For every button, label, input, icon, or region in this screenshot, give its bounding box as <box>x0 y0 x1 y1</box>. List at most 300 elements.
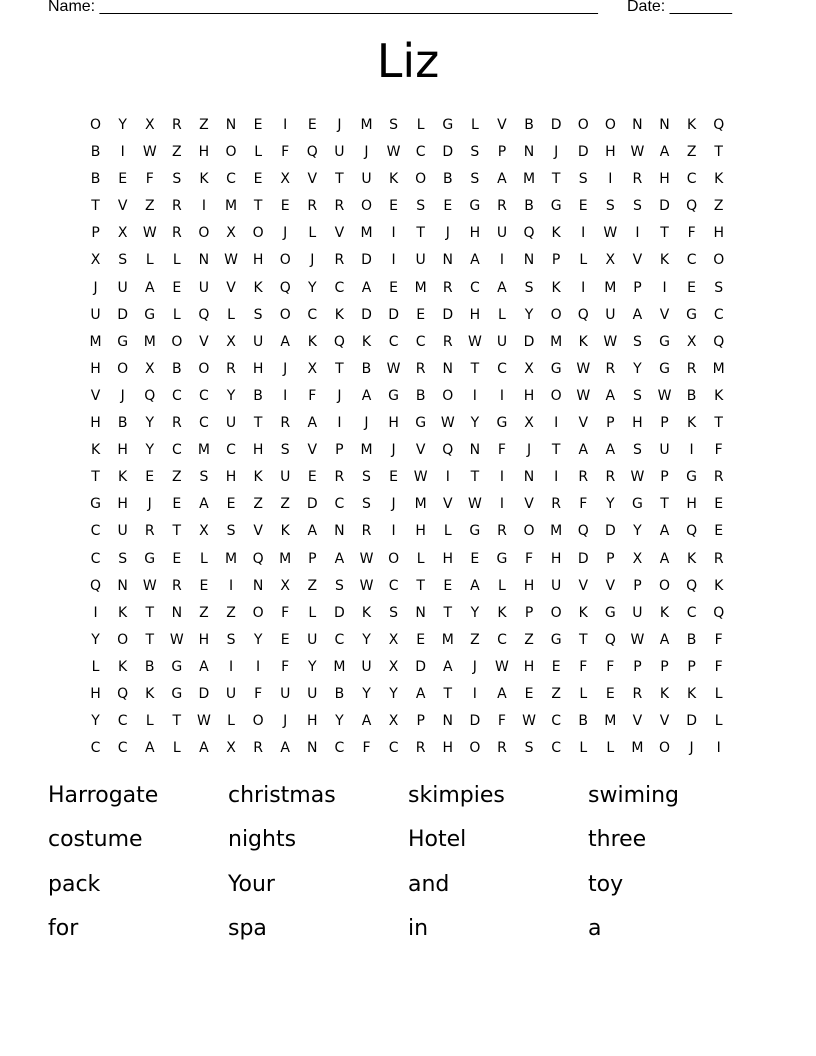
grid-letter: I <box>554 415 559 432</box>
grid-letter: P <box>633 279 642 296</box>
grid-letter: G <box>686 469 698 486</box>
grid-letter: X <box>144 360 155 377</box>
grid-letter: I <box>93 604 98 621</box>
grid-letter: I <box>499 496 505 513</box>
grid-letter: K <box>659 604 670 621</box>
grid-letter: E <box>172 550 182 567</box>
grid-letter: Z <box>280 496 290 513</box>
grid-letter: Z <box>551 685 561 702</box>
grid-letter: F <box>362 740 371 757</box>
grid-letter: G <box>659 360 670 377</box>
word-list-item: skimpies <box>408 783 505 808</box>
grid-letter: K <box>307 333 317 350</box>
grid-letter: K <box>714 577 724 594</box>
grid-letter: Q <box>686 577 698 594</box>
grid-letter: R <box>415 360 426 377</box>
word-list <box>48 780 768 957</box>
grid-letter: L <box>172 252 181 269</box>
grid-letter: S <box>172 171 182 188</box>
grid-letter: G <box>631 496 643 513</box>
grid-letter: I <box>581 279 586 296</box>
grid-letter: L <box>227 713 235 730</box>
grid-letter: A <box>659 631 670 648</box>
word-list-item: swiming <box>588 783 680 808</box>
grid-letter: X <box>388 631 399 648</box>
grid-letter: A <box>361 279 372 296</box>
grid-letter: A <box>415 685 426 702</box>
grid-letter: P <box>524 604 534 621</box>
grid-letter: F <box>254 685 263 702</box>
grid-letter: H <box>442 550 454 567</box>
grid-letter: F <box>497 442 506 459</box>
grid-letter: W <box>386 360 401 377</box>
grid-letter: Y <box>253 631 263 648</box>
grid-row <box>82 437 732 464</box>
grid-letter: V <box>307 442 318 459</box>
grid-letter: J <box>120 387 125 404</box>
grid-letter: B <box>524 198 534 215</box>
grid-letter: W <box>522 713 536 730</box>
grid-letter: L <box>308 604 317 621</box>
grid-letter: T <box>470 360 480 377</box>
grid-letter: S <box>578 171 588 188</box>
grid-letter: E <box>172 279 182 296</box>
grid-letter: D <box>659 198 670 215</box>
grid-letter: Y <box>118 117 127 133</box>
grid-letter: V <box>117 198 128 215</box>
grid-letter: A <box>632 306 643 323</box>
grid-letter: A <box>659 550 670 567</box>
grid-letter: A <box>144 279 155 296</box>
grid-letter: C <box>551 740 562 757</box>
grid-letter: E <box>389 279 398 296</box>
grid-letter: S <box>118 550 128 567</box>
grid-letter: V <box>578 577 589 594</box>
grid-letter: H <box>117 442 128 459</box>
grid-letter: O <box>550 604 562 621</box>
grid-letter: T <box>172 713 182 730</box>
grid-row <box>82 681 732 708</box>
grid-letter: J <box>147 496 152 513</box>
grid-letter: D <box>442 306 454 323</box>
grid-letter: M <box>360 225 373 242</box>
grid-letter: Y <box>633 360 642 377</box>
grid-letter: M <box>550 523 563 540</box>
grid-letter: G <box>550 631 562 648</box>
grid-letter: K <box>90 442 101 459</box>
grid-letter: T <box>335 171 344 188</box>
grid-letter: B <box>172 360 182 377</box>
grid-letter: W <box>224 252 238 269</box>
grid-letter: K <box>361 604 372 621</box>
grid-letter: L <box>416 117 425 133</box>
grid-letter: V <box>659 306 670 323</box>
grid-letter: F <box>281 604 290 621</box>
grid-letter: Y <box>335 713 344 730</box>
grid-letter: U <box>361 171 372 188</box>
grid-letter: P <box>633 658 642 675</box>
grid-letter: O <box>279 306 291 323</box>
grid-letter: L <box>498 306 506 323</box>
grid-letter: G <box>117 333 129 350</box>
grid-letter: P <box>551 252 561 269</box>
grid-letter: C <box>388 740 399 757</box>
grid-letter: U <box>496 225 508 242</box>
grid-letter: H <box>523 387 535 404</box>
grid-letter: H <box>523 658 535 675</box>
grid-letter: F <box>606 658 615 675</box>
grid-letter: H <box>90 415 101 432</box>
grid-letter: Z <box>524 631 534 648</box>
grid-letter: J <box>283 360 288 377</box>
grid-letter: W <box>657 387 672 404</box>
grid-letter: G <box>144 550 156 567</box>
grid-letter: X <box>226 740 236 757</box>
grid-letter: H <box>713 225 724 242</box>
grid-letter: C <box>226 442 236 459</box>
grid-letter: S <box>389 117 399 133</box>
grid-letter: K <box>659 252 670 269</box>
grid-letter: X <box>686 333 697 350</box>
grid-letter: A <box>199 740 209 757</box>
grid-letter: C <box>415 144 426 161</box>
grid-letter: E <box>199 577 209 594</box>
grid-letter: H <box>388 415 399 432</box>
grid-letter: O <box>388 550 400 567</box>
grid-letter: Q <box>523 225 535 242</box>
grid-letter: R <box>632 171 643 188</box>
grid-row <box>82 356 732 383</box>
grid-letter: X <box>280 171 290 188</box>
grid-letter: H <box>550 550 562 567</box>
grid-letter: C <box>171 387 182 404</box>
grid-letter: D <box>442 144 454 161</box>
word-list-item: Harrogate <box>48 783 159 808</box>
grid-letter: D <box>415 658 427 675</box>
grid-letter: F <box>281 144 290 161</box>
grid-letter: I <box>662 279 667 296</box>
grid-letter: I <box>499 252 505 269</box>
grid-letter: X <box>307 360 318 377</box>
grid-row <box>82 573 732 600</box>
grid-letter: O <box>523 523 535 540</box>
grid-letter: H <box>442 740 454 757</box>
grid-letter: Q <box>604 631 616 648</box>
grid-letter: W <box>467 496 482 513</box>
grid-letter: X <box>280 577 290 594</box>
grid-letter: D <box>577 144 589 161</box>
grid-letter: T <box>551 171 561 188</box>
grid-letter: E <box>443 198 453 215</box>
grid-letter: L <box>714 685 723 702</box>
grid-letter: O <box>577 117 589 133</box>
grid-letter: U <box>198 279 210 296</box>
grid-letter: R <box>307 198 318 215</box>
grid-row <box>82 410 732 437</box>
grid-letter: V <box>415 442 426 459</box>
grid-letter: L <box>470 117 479 133</box>
grid-letter: W <box>603 225 618 242</box>
grid-letter: I <box>391 523 396 540</box>
grid-letter: J <box>337 387 342 404</box>
grid-letter: T <box>416 225 425 242</box>
grid-letter: C <box>415 333 426 350</box>
grid-letter: Z <box>199 604 209 621</box>
grid-letter: K <box>361 333 372 350</box>
grid-letter: Z <box>470 631 480 648</box>
grid-letter: A <box>605 387 616 404</box>
grid-letter: L <box>579 685 588 702</box>
word-list-item: a <box>588 915 602 941</box>
grid-letter: C <box>117 713 128 730</box>
grid-letter: W <box>440 415 455 432</box>
grid-letter: A <box>334 550 345 567</box>
grid-letter: C <box>334 279 345 296</box>
grid-letter: H <box>252 360 264 377</box>
grid-letter: K <box>280 523 290 540</box>
word-list-item: christmas <box>228 783 336 808</box>
grid-letter: A <box>144 740 155 757</box>
grid-letter: W <box>386 144 401 161</box>
grid-letter: K <box>659 685 670 702</box>
grid-letter: S <box>632 198 642 215</box>
grid-row <box>82 600 732 627</box>
grid-letter: Y <box>470 415 480 432</box>
grid-letter: E <box>551 658 561 675</box>
grid-letter: V <box>307 171 318 188</box>
grid-letter: R <box>171 117 182 133</box>
grid-letter: N <box>252 577 264 594</box>
grid-letter: Y <box>308 279 317 296</box>
grid-letter: E <box>687 279 697 296</box>
grid-letter: R <box>171 577 182 594</box>
grid-letter: U <box>415 252 426 269</box>
grid-letter: X <box>388 658 399 675</box>
grid-letter: H <box>469 225 481 242</box>
grid-row <box>82 247 732 274</box>
grid-letter: Y <box>633 523 642 540</box>
grid-letter: G <box>171 658 183 675</box>
grid-letter: N <box>117 577 128 594</box>
grid-letter: F <box>579 658 588 675</box>
grid-letter: L <box>172 740 181 757</box>
grid-letter: A <box>578 442 589 459</box>
grid-letter: U <box>117 279 128 296</box>
grid-letter: W <box>197 713 211 730</box>
grid-letter: Q <box>686 198 698 215</box>
grid-letter: S <box>632 442 642 459</box>
grid-letter: S <box>524 279 534 296</box>
grid-letter: W <box>142 225 157 242</box>
grid-letter: E <box>280 631 290 648</box>
grid-letter: C <box>171 442 182 459</box>
grid-row <box>82 193 732 220</box>
grid-letter: E <box>172 496 182 513</box>
grid-letter: L <box>200 550 208 567</box>
grid-letter: N <box>198 252 210 269</box>
grid-letter: V <box>497 117 507 133</box>
grid-letter: C <box>686 171 697 188</box>
grid-letter: C <box>497 360 507 377</box>
grid-letter: G <box>469 523 481 540</box>
grid-letter: F <box>281 658 290 675</box>
grid-letter: N <box>523 252 535 269</box>
grid-letter: Z <box>307 577 318 594</box>
grid-letter: Q <box>713 117 725 133</box>
grid-letter: E <box>578 198 588 215</box>
grid-letter: R <box>144 523 155 540</box>
grid-letter: U <box>307 685 318 702</box>
grid-letter: R <box>442 279 453 296</box>
grid-letter: N <box>225 117 237 133</box>
date-field-label: Date: _______ <box>627 0 732 15</box>
grid-letter: N <box>442 713 453 730</box>
grid-letter: S <box>226 631 236 648</box>
grid-letter: P <box>497 144 507 161</box>
grid-letter: K <box>687 550 697 567</box>
grid-letter: H <box>252 252 264 269</box>
grid-letter: D <box>604 523 616 540</box>
grid-letter: A <box>659 144 670 161</box>
word-list-item: toy <box>588 871 624 897</box>
grid-letter: C <box>90 740 101 757</box>
grid-letter: K <box>118 658 128 675</box>
grid-letter: W <box>413 469 428 486</box>
grid-letter: Q <box>198 306 210 323</box>
grid-letter: M <box>197 442 210 459</box>
grid-letter: K <box>118 604 128 621</box>
grid-letter: R <box>497 523 507 540</box>
grid-letter: K <box>253 279 263 296</box>
grid-letter: D <box>523 333 535 350</box>
grid-letter: R <box>415 740 426 757</box>
grid-letter: Q <box>279 279 291 296</box>
grid-letter: O <box>171 333 183 350</box>
grid-row <box>82 491 732 518</box>
grid-letter: T <box>335 360 344 377</box>
grid-letter: Q <box>713 333 725 350</box>
grid-letter: Q <box>713 604 725 621</box>
name-field-label: Name: ________________________________________________________ <box>48 0 598 15</box>
grid-letter: S <box>362 469 371 486</box>
grid-letter: X <box>632 550 643 567</box>
grid-row <box>82 275 732 302</box>
word-list-item: in <box>408 915 429 941</box>
grid-letter: R <box>632 685 643 702</box>
word-list-item: Your <box>228 871 275 897</box>
grid-letter: Y <box>226 387 236 404</box>
grid-letter: P <box>91 225 100 242</box>
grid-letter: A <box>497 171 507 188</box>
grid-letter: I <box>337 415 342 432</box>
grid-letter: U <box>496 333 508 350</box>
grid-letter: V <box>524 496 534 513</box>
grid-letter: K <box>714 387 724 404</box>
grid-letter: L <box>579 740 588 757</box>
grid-letter: B <box>686 631 697 648</box>
grid-letter: E <box>389 198 398 215</box>
grid-letter: O <box>415 171 427 188</box>
grid-letter: P <box>633 577 642 594</box>
grid-letter: M <box>224 198 238 215</box>
grid-letter: O <box>659 577 671 594</box>
grid-letter: C <box>713 306 724 323</box>
grid-letter: V <box>199 333 209 350</box>
grid-letter: J <box>554 144 559 161</box>
grid-letter: B <box>578 713 589 730</box>
grid-letter: X <box>90 252 101 269</box>
grid-letter: W <box>630 631 645 648</box>
grid-letter: L <box>254 144 263 161</box>
grid-letter: W <box>576 387 591 404</box>
grid-letter: R <box>280 415 291 432</box>
grid-letter: K <box>199 171 209 188</box>
grid-letter: S <box>389 604 399 621</box>
grid-letter: W <box>467 333 482 350</box>
grid-letter: E <box>605 685 615 702</box>
grid-letter: S <box>470 171 480 188</box>
grid-letter: T <box>91 198 100 215</box>
grid-letter: S <box>632 387 642 404</box>
grid-letter: C <box>199 387 209 404</box>
grid-letter: A <box>280 333 290 350</box>
grid-row <box>82 166 732 193</box>
grid-letter: T <box>551 442 561 459</box>
grid-letter: O <box>469 740 481 757</box>
grid-letter: A <box>199 496 209 513</box>
grid-letter: I <box>445 469 450 486</box>
grid-letter: P <box>335 442 344 459</box>
grid-row <box>82 654 732 681</box>
grid-letter: K <box>334 306 344 323</box>
grid-letter: P <box>660 658 669 675</box>
grid-letter: C <box>90 523 101 540</box>
grid-letter: T <box>714 144 723 161</box>
grid-letter: R <box>605 360 616 377</box>
grid-letter: M <box>550 333 563 350</box>
grid-letter: X <box>388 713 399 730</box>
grid-letter: H <box>90 360 101 377</box>
grid-letter: S <box>362 496 371 513</box>
grid-letter: H <box>198 144 210 161</box>
grid-row <box>82 464 732 491</box>
grid-letter: J <box>526 442 532 459</box>
grid-letter: F <box>579 496 588 513</box>
grid-letter: T <box>416 577 425 594</box>
grid-letter: D <box>388 306 399 323</box>
grid-letter: X <box>117 225 128 242</box>
grid-letter: Q <box>90 577 102 594</box>
grid-letter: I <box>256 658 261 675</box>
grid-letter: T <box>91 469 100 486</box>
grid-letter: G <box>496 415 508 432</box>
grid-letter: H <box>307 713 318 730</box>
grid-letter: G <box>144 306 156 323</box>
grid-letter: B <box>415 387 426 404</box>
grid-letter: Q <box>252 550 264 567</box>
grid-letter: Q <box>306 144 318 161</box>
grid-letter: J <box>689 740 694 757</box>
grid-letter: W <box>169 631 184 648</box>
grid-letter: M <box>333 658 346 675</box>
grid-letter: P <box>687 658 696 675</box>
grid-row <box>82 220 732 247</box>
grid-letter: K <box>687 685 697 702</box>
grid-letter: G <box>415 415 427 432</box>
grid-letter: W <box>142 577 157 594</box>
grid-letter: G <box>469 198 481 215</box>
grid-letter: I <box>391 252 396 269</box>
